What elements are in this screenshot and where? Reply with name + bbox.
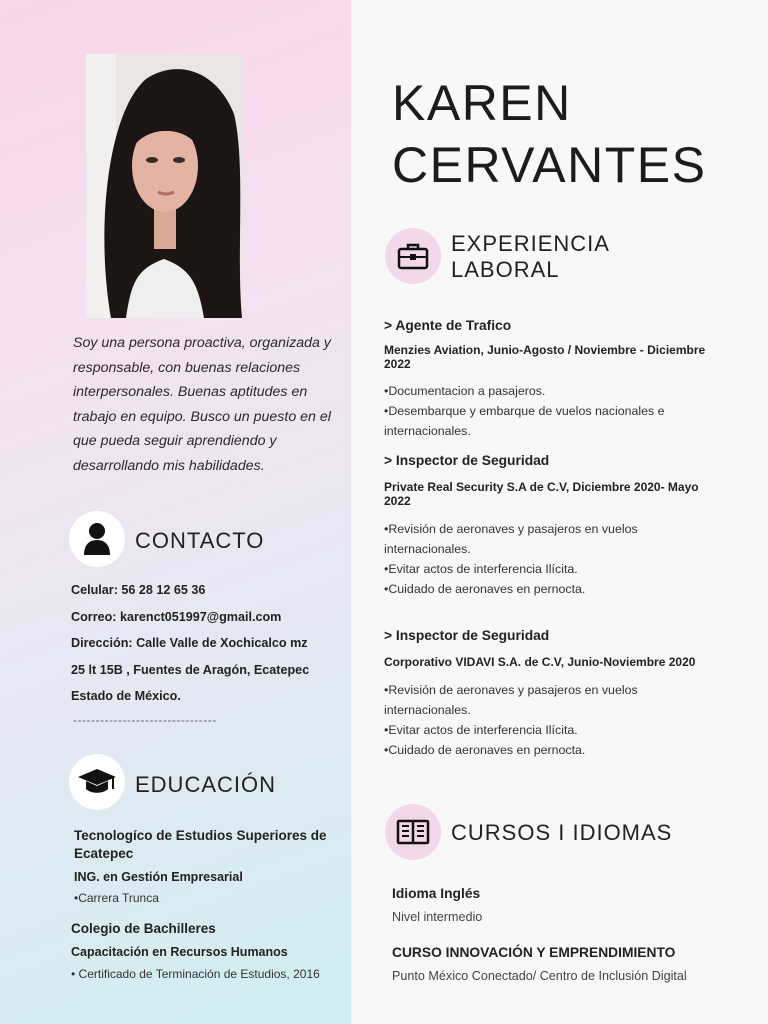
contact-address-line-2: 25 lt 15B , Fuentes de Aragón, Ecatepec	[71, 662, 310, 677]
person-icon	[83, 522, 111, 556]
education-institution: Tecnologíco de Estudios Superiores de Ecatepec	[74, 828, 327, 861]
job-entry	[384, 628, 714, 760]
job-duty: •Documentacion a pasajeros.	[384, 384, 546, 398]
contact-divider: --------------------------------	[73, 713, 217, 727]
job-company: Private Real Security S.A de C.V, Diciembre 2020- Mayo 2022	[384, 480, 699, 508]
briefcase-icon	[397, 242, 429, 270]
education-icon-circle	[69, 754, 125, 810]
education-title: EDUCACIÓN	[135, 772, 277, 797]
contact-email[interactable]: Correo: karenct051997@gmail.com	[71, 609, 282, 624]
contact-phone: Celular: 56 28 12 65 36	[71, 583, 206, 597]
graduation-cap-icon	[77, 767, 117, 797]
contact-title: CONTACTO	[135, 528, 265, 553]
education-note: •Carrera Trunca	[74, 891, 159, 905]
job-duty: •Evitar actos de interferencia Ilícita.	[384, 723, 578, 737]
course-item	[392, 886, 722, 925]
job-entry	[384, 318, 714, 441]
experience-title-line-1: EXPERIENCIA	[451, 231, 610, 256]
education-degree: Capacitación en Recursos Humanos	[71, 945, 288, 959]
education-entry	[71, 920, 346, 984]
course-title: Idioma Inglés	[392, 886, 481, 901]
education-degree: ING. en Gestión Empresarial	[74, 870, 243, 884]
job-duty: •Revisión de aeronaves y pasajeros en vuelos internacionales.	[384, 683, 638, 717]
candidate-name	[392, 72, 707, 196]
courses-title: CURSOS I IDIOMAS	[451, 820, 673, 845]
last-name: CERVANTES	[392, 137, 707, 193]
job-duty: •Desembarque y embarque de vuelos nacionales e internacionales.	[384, 404, 665, 438]
contact-address-line-3: Estado de México.	[71, 689, 181, 703]
education-entry	[74, 827, 346, 908]
job-entry	[384, 453, 714, 599]
job-duty: •Revisión de aeronaves y pasajeros en vuelos internacionales.	[384, 522, 638, 556]
first-name: KAREN	[392, 75, 572, 131]
book-icon	[396, 819, 430, 845]
job-title: > Inspector de Seguridad	[384, 453, 550, 468]
left-column	[0, 0, 351, 1024]
experience-title-line-2: LABORAL	[451, 257, 560, 282]
education-institution: Colegio de Bachilleres	[71, 921, 216, 936]
job-duty: •Evitar actos de interferencia Ilícita.	[384, 562, 578, 576]
course-subtitle: Punto México Conectado/ Centro de Inclusión Digital	[392, 969, 687, 983]
profile-photo	[86, 54, 242, 318]
experience-icon-circle	[385, 228, 441, 284]
contact-icon-circle	[69, 511, 125, 567]
course-item	[392, 945, 722, 984]
education-note: • Certificado de Terminación de Estudios, 2016	[71, 967, 320, 981]
experience-title	[451, 231, 610, 283]
job-company: Menzies Aviation, Junio-Agosto / Noviembre - Diciembre 2022	[384, 343, 706, 371]
courses-icon-circle	[385, 804, 441, 860]
job-title: > Inspector de Seguridad	[384, 628, 550, 643]
contact-address-line-1: Dirección: Calle Valle de Xochicalco mz	[71, 636, 308, 650]
course-subtitle: Nivel intermedio	[392, 910, 483, 924]
course-title: CURSO INNOVACIÓN Y EMPRENDIMIENTO	[392, 945, 676, 960]
job-company: Corporativo VIDAVI S.A. de C.V, Junio-Noviembre 2020	[384, 655, 696, 669]
profile-summary: Soy una persona proactiva, organizada y responsable, con buenas relaciones interpersonales. Buenas aptitudes en trabajo en equipo. Busco un puesto en el que pueda seguir aprendiendo y desarrollando mis habilidades.	[73, 335, 331, 474]
job-title: > Agente de Trafico	[384, 318, 512, 333]
job-duty: •Cuidado de aeronaves en pernocta.	[384, 743, 586, 757]
job-duty: •Cuidado de aeronaves en pernocta.	[384, 582, 586, 596]
contact-details	[71, 577, 341, 710]
